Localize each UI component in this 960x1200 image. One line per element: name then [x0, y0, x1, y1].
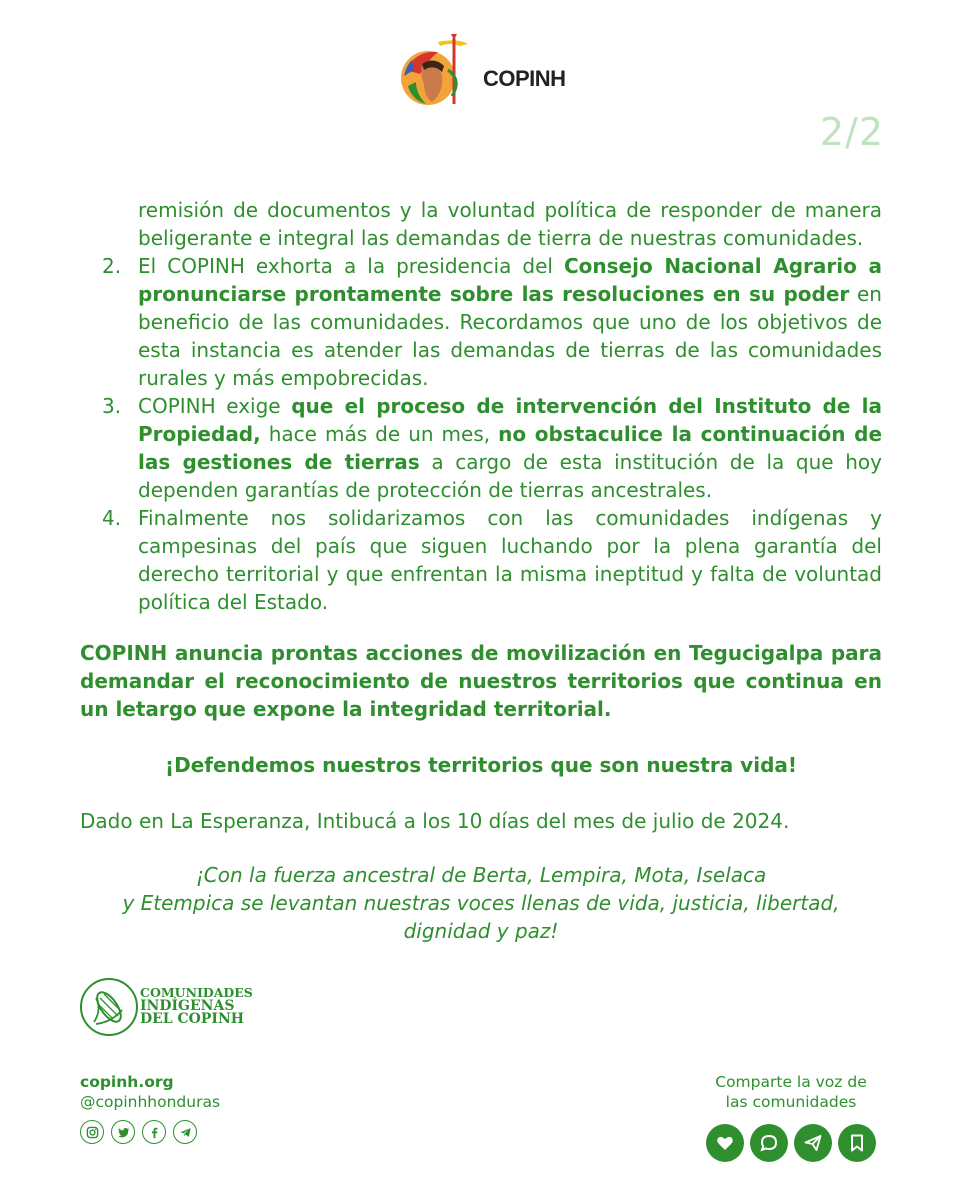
closing-statement: [80, 861, 882, 945]
list-item: [80, 392, 882, 504]
comunidades-badge: [80, 978, 260, 1038]
facebook-icon[interactable]: [142, 1120, 166, 1144]
badge-line: DEL COPINH: [140, 1011, 244, 1027]
footer-contact: [80, 1072, 220, 1144]
website-link[interactable]: copinh.org: [80, 1073, 174, 1091]
corn-emblem: [80, 978, 138, 1036]
list-item: [80, 504, 882, 616]
social-handle[interactable]: @copinhhonduras: [80, 1093, 221, 1111]
send-icon[interactable]: [794, 1124, 832, 1162]
twitter-icon[interactable]: [111, 1120, 135, 1144]
list-number: 4.: [102, 506, 122, 530]
closing-line: dignidad y paz!: [403, 919, 559, 943]
bookmark-icon[interactable]: [838, 1124, 876, 1162]
copinh-logo: [398, 30, 578, 114]
item-1-continuation: remisión de documentos y la voluntad política de responder de manera beligerante e integral las demandas de tierra de nuestras comunidades.: [138, 198, 882, 250]
social-icons: [80, 1120, 220, 1144]
item-bold-text: Consejo Nacional Agrario a pronunciarse prontamente sobre las resoluciones en su poder: [138, 254, 882, 306]
item-text: en beneficio de las comunidades. Recordamos que uno de los objetivos de esta instancia es atender las demandas de tierras de las comunidades rurales y más empobrecidas.: [138, 282, 882, 390]
badge-text: [140, 986, 253, 1027]
item-text: a cargo de esta institución de la que hoy dependen garantías de protección de tierras ancestrales.: [138, 450, 883, 502]
item-text: hace más de un mes,: [260, 422, 499, 446]
badge-line: INDÍGENAS: [140, 997, 235, 1014]
list-item: [80, 252, 882, 392]
list-number: 2.: [102, 254, 122, 278]
brand-name: COPINH: [483, 66, 566, 91]
footer-share: [706, 1072, 876, 1162]
page-indicator: 2/2: [819, 110, 884, 154]
closing-line: y Etempica se levantan nuestras voces llenas de vida, justicia, libertad,: [122, 891, 840, 915]
heart-icon[interactable]: [706, 1124, 744, 1162]
share-actions: [706, 1124, 876, 1162]
badge-line: COMUNIDADES: [140, 985, 253, 1000]
closing-line: ¡Con la fuerza ancestral de Berta, Lempira, Mota, Iselaca: [195, 863, 767, 887]
demands-list: [80, 252, 882, 616]
date-line: Dado en La Esperanza, Intibucá a los 10 días del mes de julio de 2024.: [80, 809, 790, 833]
telegram-icon[interactable]: [173, 1120, 197, 1144]
copinh-emblem-icon: [398, 30, 474, 114]
item-bold-text: que el proceso de intervención del Instituto de la Propiedad,: [138, 394, 882, 446]
item-bold-text: no obstaculice la continuación de las gestiones de tierras: [138, 422, 883, 474]
slogan: ¡Defendemos nuestros territorios que son nuestra vida!: [164, 753, 797, 777]
item-text: El COPINH exhorta a la presidencia del: [138, 254, 564, 278]
statement-body: [80, 196, 882, 945]
comment-icon[interactable]: [750, 1124, 788, 1162]
item-text: COPINH exige: [138, 394, 292, 418]
announcement: COPINH anuncia prontas acciones de movilización en Tegucigalpa para demandar el reconocimiento de nuestros territorios que continua en un letargo que expone la integridad territorial.: [80, 641, 882, 721]
item-text: Finalmente nos solidarizamos con las comunidades indígenas y campesinas del país que siguen luchando por la plena garantía del derecho territorial y que enfrentan la misma ineptitud y falta de voluntad política del Estado.: [138, 506, 882, 614]
share-text-line: Comparte la voz de: [715, 1073, 867, 1091]
header: [0, 30, 960, 120]
list-number: 3.: [102, 394, 122, 418]
instagram-icon[interactable]: [80, 1120, 104, 1144]
share-text-line: las comunidades: [725, 1093, 857, 1111]
corn-icon: [82, 980, 136, 1034]
